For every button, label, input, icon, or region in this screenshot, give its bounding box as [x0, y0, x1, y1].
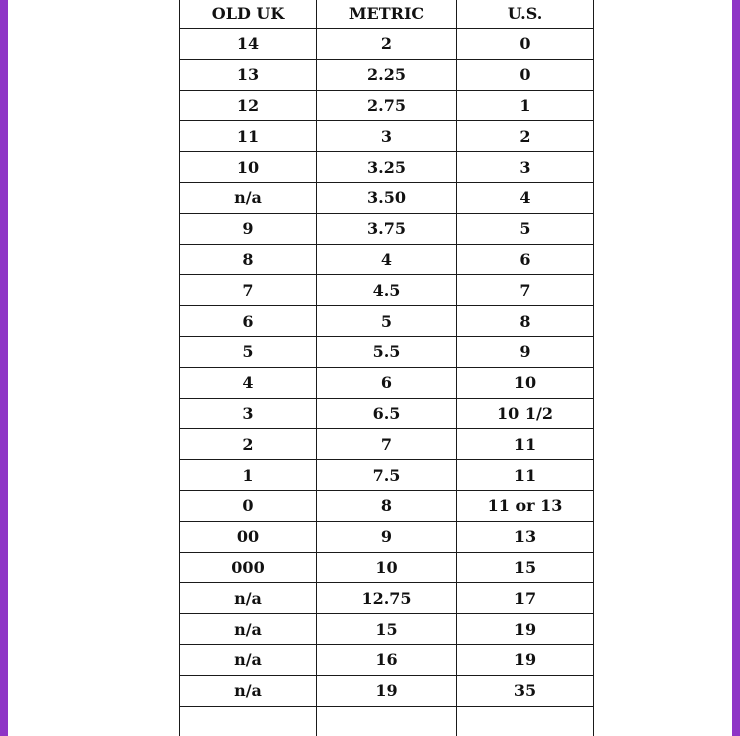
table-row — [180, 90, 594, 121]
cell-old-uk: 11 — [180, 121, 317, 152]
table-row — [180, 398, 594, 429]
cell-us: 6 — [457, 244, 594, 275]
size-conversion-table — [179, 0, 594, 736]
cell-old-uk: 13 — [180, 59, 317, 90]
cell-metric: 3.25 — [317, 152, 457, 183]
table-row — [180, 152, 594, 183]
cell-old-uk: n/a — [180, 644, 317, 675]
right-border — [732, 0, 740, 736]
cell-metric: 7.5 — [317, 460, 457, 491]
cell-metric — [317, 706, 457, 736]
cell-metric: 2.25 — [317, 59, 457, 90]
cell-metric: 19 — [317, 675, 457, 706]
header-us: U.S. — [457, 0, 594, 29]
cell-us: 10 1/2 — [457, 398, 594, 429]
cell-metric: 16 — [317, 644, 457, 675]
table-row — [180, 429, 594, 460]
cell-metric: 3.50 — [317, 182, 457, 213]
cell-us — [457, 706, 594, 736]
cell-old-uk: 0 — [180, 490, 317, 521]
cell-metric: 2.75 — [317, 90, 457, 121]
cell-metric: 6 — [317, 367, 457, 398]
cell-us: 3 — [457, 152, 594, 183]
cell-old-uk: 7 — [180, 275, 317, 306]
cell-us: 5 — [457, 213, 594, 244]
cell-us: 4 — [457, 182, 594, 213]
table-row — [180, 29, 594, 60]
cell-metric: 15 — [317, 614, 457, 645]
cell-us: 8 — [457, 306, 594, 337]
cell-old-uk: n/a — [180, 675, 317, 706]
table-row — [180, 121, 594, 152]
cell-old-uk: 2 — [180, 429, 317, 460]
cell-metric: 5.5 — [317, 336, 457, 367]
table-row — [180, 614, 594, 645]
table-row — [180, 675, 594, 706]
table-row — [180, 552, 594, 583]
cell-us: 11 or 13 — [457, 490, 594, 521]
cell-us: 35 — [457, 675, 594, 706]
cell-old-uk — [180, 706, 317, 736]
cell-us: 0 — [457, 29, 594, 60]
cell-old-uk: 4 — [180, 367, 317, 398]
header-metric: METRIC — [317, 0, 457, 29]
cell-us: 1 — [457, 90, 594, 121]
cell-old-uk: n/a — [180, 614, 317, 645]
cell-metric: 4 — [317, 244, 457, 275]
cell-us: 2 — [457, 121, 594, 152]
table-row — [180, 583, 594, 614]
cell-us: 19 — [457, 614, 594, 645]
table-row — [180, 244, 594, 275]
cell-metric: 3 — [317, 121, 457, 152]
table-row — [180, 460, 594, 491]
cell-old-uk: 6 — [180, 306, 317, 337]
cell-metric: 2 — [317, 29, 457, 60]
cell-metric: 5 — [317, 306, 457, 337]
table-row — [180, 706, 594, 736]
cell-us: 13 — [457, 521, 594, 552]
cell-us: 15 — [457, 552, 594, 583]
cell-us: 17 — [457, 583, 594, 614]
header-old-uk: OLD UK — [180, 0, 317, 29]
cell-us: 11 — [457, 460, 594, 491]
cell-metric: 6.5 — [317, 398, 457, 429]
table-row — [180, 213, 594, 244]
table-row — [180, 336, 594, 367]
cell-us: 0 — [457, 59, 594, 90]
cell-old-uk: 000 — [180, 552, 317, 583]
cell-old-uk: 9 — [180, 213, 317, 244]
cell-metric: 9 — [317, 521, 457, 552]
cell-metric: 4.5 — [317, 275, 457, 306]
cell-metric: 10 — [317, 552, 457, 583]
table-row — [180, 490, 594, 521]
cell-us: 7 — [457, 275, 594, 306]
header-row — [180, 0, 594, 29]
cell-metric: 3.75 — [317, 213, 457, 244]
cell-us: 19 — [457, 644, 594, 675]
cell-us: 11 — [457, 429, 594, 460]
table-row — [180, 521, 594, 552]
table-row — [180, 306, 594, 337]
cell-us: 9 — [457, 336, 594, 367]
cell-old-uk: 14 — [180, 29, 317, 60]
cell-old-uk: n/a — [180, 182, 317, 213]
table-row — [180, 644, 594, 675]
cell-us: 10 — [457, 367, 594, 398]
table-row — [180, 367, 594, 398]
cell-old-uk: 5 — [180, 336, 317, 367]
cell-old-uk: n/a — [180, 583, 317, 614]
cell-old-uk: 3 — [180, 398, 317, 429]
table-body — [180, 29, 594, 736]
cell-old-uk: 1 — [180, 460, 317, 491]
cell-old-uk: 8 — [180, 244, 317, 275]
left-border — [0, 0, 8, 736]
table-row — [180, 275, 594, 306]
cell-metric: 7 — [317, 429, 457, 460]
cell-old-uk: 00 — [180, 521, 317, 552]
cell-old-uk: 12 — [180, 90, 317, 121]
table-row — [180, 59, 594, 90]
cell-old-uk: 10 — [180, 152, 317, 183]
cell-metric: 12.75 — [317, 583, 457, 614]
cell-metric: 8 — [317, 490, 457, 521]
table-row — [180, 182, 594, 213]
